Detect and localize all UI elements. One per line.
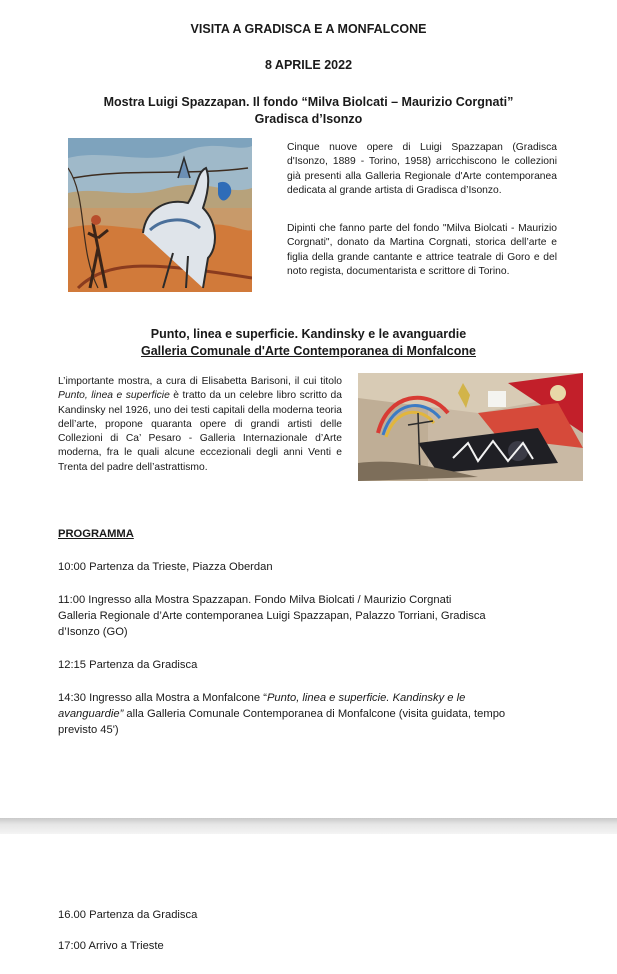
section1-subtitle: Gradisca d’Isonzo bbox=[254, 112, 363, 126]
programma-item-4-italic-a: Punto, linea e superficie. Kandinsky e le bbox=[266, 692, 466, 704]
programma-item-4-post: alla Galleria Comunale Contemporanea di Monfalcone (visita guidata, tempo bbox=[123, 708, 506, 720]
section2-paragraph-italic: Punto, linea e superficie bbox=[58, 390, 170, 402]
event-date: 8 APRILE 2022 bbox=[264, 58, 353, 72]
programma-item-3: 12:15 Partenza da Gradisca bbox=[58, 659, 198, 671]
section2-paragraph bbox=[58, 375, 342, 475]
document-page-2 bbox=[0, 834, 617, 974]
programma-item-2-line-1: 11:00 Ingresso alla Mostra Spazzapan. Fondo Milva Biolcati / Maurizio Corgnati bbox=[58, 594, 452, 606]
kandinsky-painting-image bbox=[358, 373, 583, 481]
programma-heading-text: PROGRAMMA bbox=[58, 528, 134, 540]
programma-item-4-line-2 bbox=[58, 707, 505, 723]
spazzapan-painting-image bbox=[68, 138, 252, 292]
section1-paragraph-1: Cinque nuove opere di Luigi Spazzapan (Gradisca d'Isonzo, 1889 - Torino, 1958) arricchiscono le collezioni già presenti alla Galleria Regionale d'Arte contemporanea dedicata al grande artista di Gradisca d’Isonzo. bbox=[287, 142, 557, 196]
section2-subtitle-text: Galleria Comunale d'Arte Contemporanea di Monfalcone bbox=[141, 344, 476, 358]
programma-item-6: 17:00 Arrivo a Trieste bbox=[58, 940, 164, 952]
programma-item-4-pre: 14:30 Ingresso alla Mostra a Monfalcone “ bbox=[58, 692, 267, 704]
section2-paragraph-post: è tratto da un celebre libro scritto da Kandinsky nel 1926, uno dei testi capitali della moderna teoria dell’arte, propone quaranta opere di grandi artisti delle Collezioni di Ca’ Pesaro - Galleria Internazionale d’Arte moderna, fra le quali alcune eccezionali degli anni Venti e Trenta del padre dell’astrattismo. bbox=[58, 390, 342, 473]
programma-item-4-line-3: previsto 45') bbox=[58, 724, 119, 736]
section2-subtitle bbox=[0, 344, 617, 358]
section1-paragraph-2: Dipinti che fanno parte del fondo "Milva Biolcati - Maurizio Corgnati", donato da Martina Corgnati, storica dell’arte e figlia della grande cantante e attrice teatrale di Goro e del noto regista, documentarista e scrittore di Torino. bbox=[287, 223, 557, 277]
programma-item-1: 10:00 Partenza da Trieste, Piazza Oberdan bbox=[58, 561, 273, 573]
programma-item-2-line-2: Galleria Regionale d’Arte contemporanea Luigi Spazzapan, Palazzo Torriani, Gradisca bbox=[58, 610, 486, 622]
page-separator bbox=[0, 818, 617, 834]
programma-item-5: 16.00 Partenza da Gradisca bbox=[58, 909, 198, 921]
programma-item-4-italic-b: avanguardie” bbox=[58, 708, 124, 720]
section2-paragraph-pre: L’importante mostra, a cura di Elisabetta Barisoni, il cui titolo bbox=[58, 376, 342, 387]
programma-item-4-line-1 bbox=[58, 691, 465, 707]
programma-item-2-line-3: d’Isonzo (GO) bbox=[58, 626, 128, 638]
document-title: VISITA A GRADISCA E A MONFALCONE bbox=[190, 22, 427, 36]
programma-heading bbox=[58, 527, 134, 543]
section1-title: Mostra Luigi Spazzapan. Il fondo “Milva Biolcati – Maurizio Corgnati” bbox=[103, 95, 514, 109]
section2-title: Punto, linea e superficie. Kandinsky e le avanguardie bbox=[150, 327, 467, 341]
